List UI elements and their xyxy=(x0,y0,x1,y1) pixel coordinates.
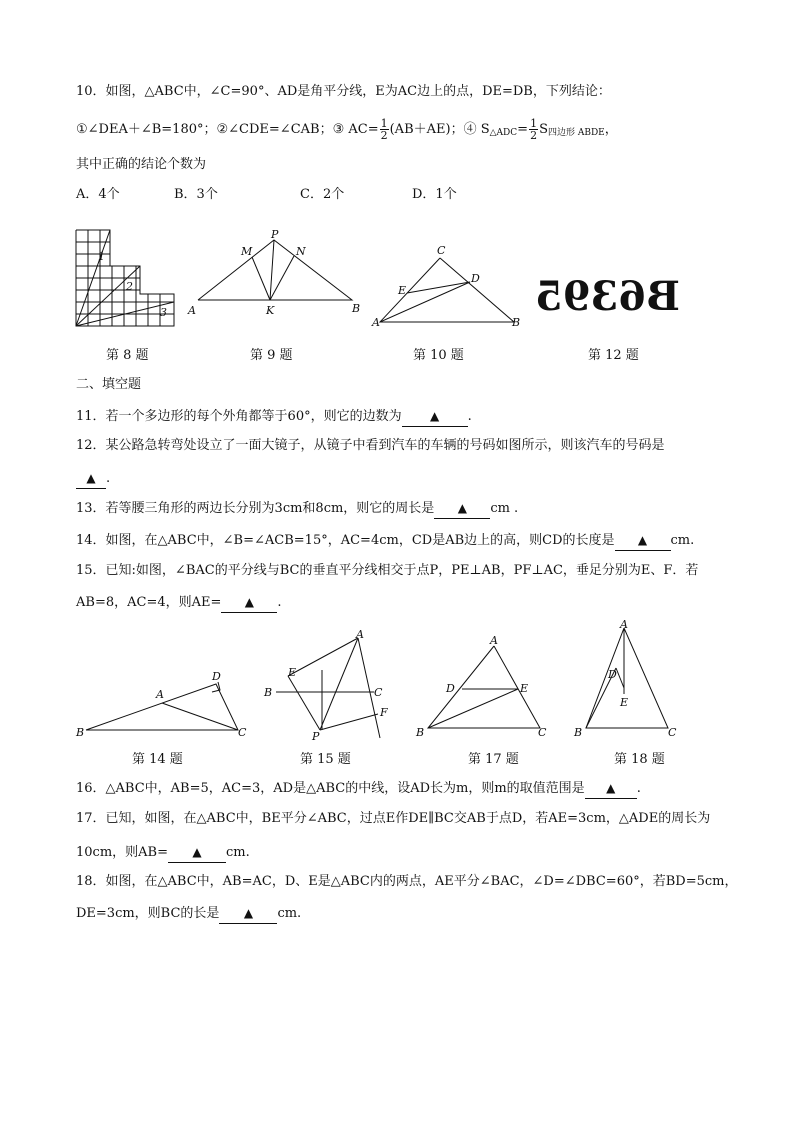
q17-blank[interactable] xyxy=(168,843,226,863)
fig17-label-c: C xyxy=(538,726,547,739)
fig10-label-e: E xyxy=(398,284,407,297)
q13 xyxy=(76,499,518,519)
caption-fig10: 第 10 题 xyxy=(413,348,464,363)
fig17-label-e: E xyxy=(520,682,529,695)
q14-end: cm. xyxy=(670,533,695,548)
q18-end: cm. xyxy=(277,906,302,921)
q10-ask: 其中正确的结论个数为 xyxy=(76,157,207,172)
caption-fig9: 第 9 题 xyxy=(250,348,293,363)
q14-text: 14．如图，在△ABC中，∠B=∠ACB=15°，AC=4cm，CD是AB边上的高，则CD的长度是 xyxy=(76,533,615,548)
q15: 15．已知:如图，∠BAC的平分线与BC的垂直平分线相交于点P，PE⊥AB，PF⊥AC，垂足分别为E、F．若 xyxy=(76,563,699,578)
q10-c3: (AB＋AE)；④ S xyxy=(389,122,490,137)
q13-end: cm . xyxy=(490,501,519,516)
fig8-label-3: 3 xyxy=(160,306,167,319)
blank-mark: ▲ xyxy=(243,906,254,920)
fig14-label-a: A xyxy=(156,688,164,701)
q16-end: . xyxy=(636,781,641,796)
q10-c3-sub: △ADC xyxy=(489,128,518,138)
q10-option-a: A．4个 xyxy=(76,187,120,202)
fig18-label-c: C xyxy=(668,726,677,739)
caption-fig12: 第 12 题 xyxy=(588,348,639,363)
blank-mark: ▲ xyxy=(606,781,616,795)
q15-blank[interactable] xyxy=(221,593,277,613)
fig15-label-c: C xyxy=(374,686,383,699)
fig9-label-k: K xyxy=(266,304,275,317)
frac-den: 2 xyxy=(380,129,388,142)
q12-blank[interactable] xyxy=(76,469,106,489)
q18-blank[interactable] xyxy=(219,904,277,924)
q10-options xyxy=(76,186,457,204)
fig8-label-2: 2 xyxy=(126,280,133,293)
q14-blank[interactable] xyxy=(615,531,671,551)
caption-fig8: 第 8 题 xyxy=(106,348,149,363)
frac-den: 2 xyxy=(530,129,538,142)
fig17-label-b: B xyxy=(416,726,425,739)
fig14-label-b: B xyxy=(76,726,85,739)
caption-fig15: 第 15 题 xyxy=(300,752,351,767)
q17-end: cm. xyxy=(225,845,250,860)
blank-mark: ▲ xyxy=(637,533,648,547)
q10-c4: = xyxy=(517,122,529,137)
fig14-label-c: C xyxy=(238,726,247,739)
frac-num: 1 xyxy=(530,117,538,130)
q10-option-c: C．2个 xyxy=(300,187,345,202)
q15-text: AB=8，AC=4，则AE= xyxy=(76,595,222,610)
fig10-label-a: A xyxy=(372,316,380,329)
q10-c1: ①∠DEA＋∠B=180°；② xyxy=(76,122,229,137)
q12: 12．某公路急转弯处设立了一面大镜子，从镜子中看到汽车的车辆的号码如图所示，则该汽车的号码是 xyxy=(76,438,665,453)
blank-mark: ▲ xyxy=(429,409,440,423)
q13-blank[interactable] xyxy=(434,499,490,519)
fig14-label-d: D xyxy=(212,670,221,683)
fig9-label-p: P xyxy=(271,228,279,241)
fig10-label-d: D xyxy=(471,272,480,285)
fig10-label-c: C xyxy=(437,244,446,257)
q11-blank[interactable] xyxy=(402,407,468,427)
fig18-label-b: B xyxy=(574,726,583,739)
q14 xyxy=(76,531,694,551)
q15-end: . xyxy=(277,595,282,610)
fig15-label-e: E xyxy=(288,666,297,679)
fig18-label-a: A xyxy=(620,618,628,631)
q11 xyxy=(76,407,472,427)
blank-mark: ▲ xyxy=(86,471,96,485)
blank-mark: ▲ xyxy=(457,501,467,515)
frac-num: 1 xyxy=(380,117,388,130)
q18-line-2 xyxy=(76,904,301,924)
q17-line-2 xyxy=(76,843,250,863)
q15-line-2 xyxy=(76,593,282,613)
fig9-label-a: A xyxy=(188,304,196,317)
q16-text: 16．△ABC中，AB=5，AC=3，AD是△ABC的中线，设AD长为m，则m的取值范围是 xyxy=(76,781,585,796)
figure-15 xyxy=(262,628,392,743)
q10-fraction-1 xyxy=(380,118,389,141)
fig17-label-a: A xyxy=(490,634,498,647)
q17-text: 10cm，则AB= xyxy=(76,845,168,860)
q17: 17．已知，如图，在△ABC中，BE平分∠ABC，过点E作DE∥BC交AB于点D，若AE=3cm，△ADE的周长为 xyxy=(76,811,711,826)
figure-14 xyxy=(74,668,250,740)
q11-text: 11．若一个多边形的每个外角都等于60°，则它的边数为 xyxy=(76,409,402,424)
blank-mark: ▲ xyxy=(244,595,254,609)
fig15-label-a: A xyxy=(356,628,364,641)
fig9-label-m: M xyxy=(241,245,253,258)
figure-17 xyxy=(414,636,554,740)
caption-fig17: 第 17 题 xyxy=(468,752,519,767)
figure-18 xyxy=(572,618,682,740)
figure-8 xyxy=(74,228,184,333)
q10-c2: ∠CDE=∠CAB；③ AC= xyxy=(228,122,379,137)
fig18-label-e: E xyxy=(620,696,629,709)
q12-answer-line xyxy=(76,469,110,489)
fig18-label-d: D xyxy=(608,668,617,681)
fig9-label-n: N xyxy=(296,245,306,258)
q10-option-b: B．3个 xyxy=(174,187,218,202)
fig9-label-b: B xyxy=(352,302,361,315)
q10-conclusions xyxy=(76,118,618,142)
fig8-label-1: 1 xyxy=(98,250,105,263)
fig15-label-p: P xyxy=(312,730,320,743)
q10-c5: S xyxy=(539,122,548,137)
q11-end: . xyxy=(467,409,472,424)
q18-text: DE=3cm，则BC的长是 xyxy=(76,906,220,921)
q18: 18．如图，在△ABC中，AB=AC，D、E是△ABC内的两点，AE平分∠BAC，∠D=∠DBC=60°，若BD=5cm， xyxy=(76,874,738,889)
section-2-heading: 二、填空题 xyxy=(76,377,142,392)
fig10-label-b: B xyxy=(512,316,521,329)
q10-option-d: D．1个 xyxy=(412,187,457,202)
q10-stem: 10．如图，△ABC中，∠C=90°、AD是角平分线，E为AC边上的点，DE=DB，下列结论： xyxy=(76,84,611,99)
caption-fig14: 第 14 题 xyxy=(132,752,183,767)
q10-c5-sub: 四边形 ABDE xyxy=(547,128,605,138)
q16 xyxy=(76,779,641,799)
q13-text: 13．若等腰三角形的两边长分别为3cm和8cm，则它的周长是 xyxy=(76,501,435,516)
q10-c6: ， xyxy=(604,122,618,137)
fig12-mirrored-plate: B6395 xyxy=(534,273,680,320)
q16-blank[interactable] xyxy=(585,779,637,799)
q10-fraction-2 xyxy=(529,118,538,141)
caption-fig18: 第 18 题 xyxy=(614,752,665,767)
blank-mark: ▲ xyxy=(192,845,202,859)
fig15-label-b: B xyxy=(264,686,273,699)
q12-end: . xyxy=(106,471,111,486)
figure-10 xyxy=(370,240,530,332)
fig17-label-d: D xyxy=(446,682,455,695)
figure-9 xyxy=(186,228,366,320)
fig15-label-f: F xyxy=(380,706,388,719)
